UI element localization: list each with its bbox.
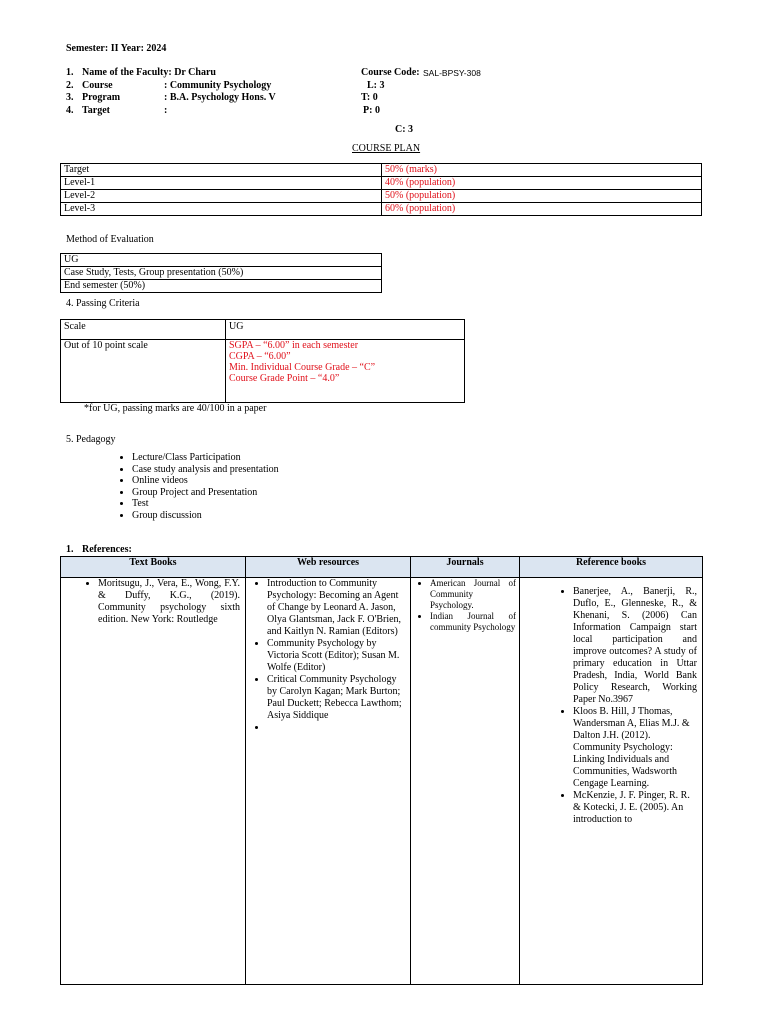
- list-item: • Online videos: [132, 475, 279, 487]
- references-table: [60, 556, 703, 985]
- list-item: • Critical Community Psychology by Carolyn Kagan; Mark Burton; Paul Duckett; Rebecca Lawthom; Asiya Siddique: [267, 674, 407, 722]
- semester-year: Semester: II Year: 2024: [66, 43, 167, 54]
- list-item: • Group discussion: [132, 510, 279, 522]
- text-books-cell: [61, 578, 246, 985]
- passing-note: *for UG, passing marks are 40/100 in a paper: [84, 403, 267, 414]
- course-label: Course: [82, 79, 113, 91]
- course-plan-title: COURSE PLAN: [352, 143, 421, 154]
- list-item: • Introduction to Community Psychology: Becoming an Agent of Change by Leonard A. Jason, Olya Glantsman, Jack F. O'Brien, and Kaitlyn N. Ramian (Editors): [267, 578, 407, 638]
- credit-p: P: 0: [363, 104, 380, 116]
- course-code-value: SAL-BPSY-308: [423, 68, 481, 78]
- course-plan-table: [60, 163, 702, 216]
- list-item: [267, 722, 407, 734]
- credit-c: C: 3: [395, 124, 414, 135]
- header-numbers: 1. 2. 3. 4.: [66, 67, 74, 116]
- list-item: • Group Project and Presentation: [132, 487, 279, 499]
- header-values: [164, 80, 276, 118]
- table-row: Level-2 50% (population): [61, 190, 702, 203]
- journals-cell: [411, 578, 520, 985]
- table-row: Level-1 40% (population): [61, 177, 702, 190]
- credit-l: L: 3: [367, 79, 385, 91]
- references-title: References:: [82, 544, 132, 555]
- course-code-label: Course Code:: [361, 67, 420, 78]
- list-item: • Test: [132, 498, 279, 510]
- table-row: Level-3 60% (population): [61, 203, 702, 216]
- list-item: • Community Psychology by Victoria Scott (Editor); Susan M. Wolfe (Editor): [267, 638, 407, 674]
- passing-table: [60, 319, 465, 403]
- table-row: Scale UG: [61, 320, 465, 340]
- table-row: [61, 578, 703, 985]
- table-row: End semester (50%): [61, 280, 382, 293]
- list-item: • American Journal of Community Psychology.: [430, 578, 516, 611]
- table-row: Out of 10 point scale SGPA – “6.00” in each semester CGPA – “6.00” Min. Individual Course Grade – “C” Course Grade Point – “4.0”: [61, 340, 465, 403]
- list-item: • Case study analysis and presentation: [132, 464, 279, 476]
- program-value: : B.A. Psychology Hons. V: [164, 92, 276, 103]
- faculty-name: Name of the Faculty: Dr Charu: [82, 67, 216, 78]
- pedagogy-title: 5. Pedagogy: [66, 434, 116, 445]
- passing-title: 4. Passing Criteria: [66, 298, 140, 309]
- list-item: • Banerjee, A., Banerji, R., Duflo, E., Glenneske, R., & Khenani, S. (2006) Can Information Campaign start local participation and improve outcomes? A study of primary education in Uttar Pradesh, India, World Bank Policy Research, Working Paper No.3967: [573, 586, 697, 706]
- evaluation-table: [60, 253, 382, 293]
- table-row: UG: [61, 254, 382, 267]
- table-row: Case Study, Tests, Group presentation (50%): [61, 267, 382, 280]
- list-item: • Indian Journal of community Psychology: [430, 611, 516, 633]
- course-value: : Community Psychology: [164, 79, 272, 91]
- reference-books-cell: [520, 578, 703, 985]
- pedagogy-list: [118, 452, 279, 522]
- list-item: • Lecture/Class Participation: [132, 452, 279, 464]
- program-label: Program: [82, 92, 121, 103]
- target-label: Target: [82, 104, 110, 116]
- web-resources-cell: [246, 578, 411, 985]
- list-item: • Kloos B. Hill, J Thomas, Wandersman A, Elias M.J. & Dalton J.H. (2012). Community Psychology: Linking Individuals and Communities, Wadsworth Cengage Learning.: [573, 706, 697, 790]
- table-row: Target 50% (marks): [61, 164, 702, 177]
- credit-t: T: 0: [361, 92, 378, 103]
- references-number: 1.: [66, 544, 74, 555]
- table-header-row: Text Books Web resources Journals Reference books: [61, 557, 703, 578]
- target-value: :: [164, 104, 168, 116]
- list-item: • McKenzie, J. F. Pinger, R. R. & Kotecki, J. E. (2005). An introduction to: [573, 790, 697, 826]
- list-item: • Moritsugu, J., Vera, E., Wong, F.Y. & Duffy, K.G., (2019). Community psychology sixth edition. New York: Routledge: [98, 578, 240, 626]
- evaluation-title: Method of Evaluation: [66, 234, 154, 245]
